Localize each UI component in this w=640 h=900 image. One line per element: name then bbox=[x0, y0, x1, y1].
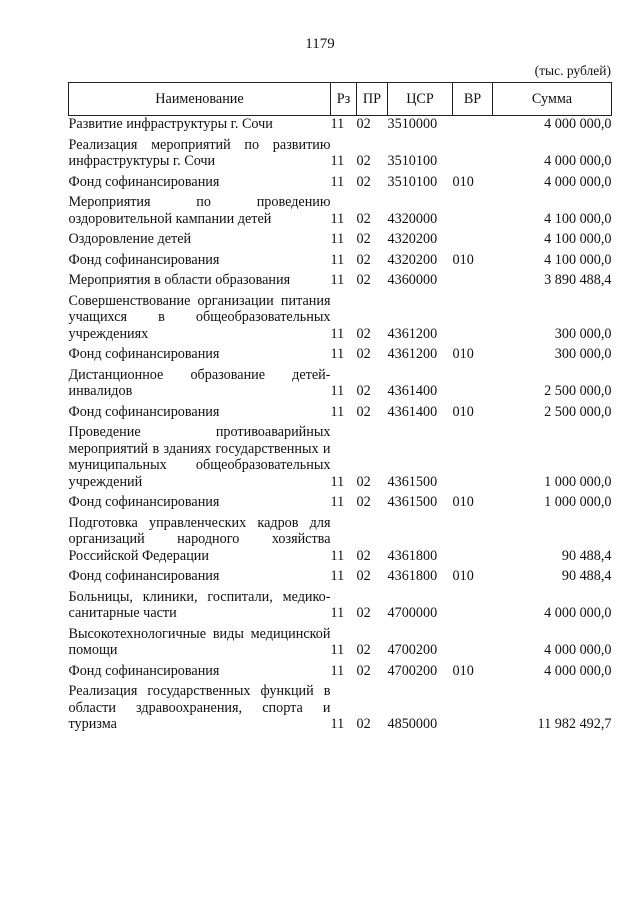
table-row bbox=[69, 683, 612, 737]
cell-rz: 11 bbox=[330, 116, 345, 132]
cell-vr: 010 bbox=[452, 173, 474, 190]
cell-rz: 11 bbox=[330, 231, 345, 247]
cell-csr: 4361200 bbox=[387, 346, 438, 362]
cell-vr: 010 bbox=[452, 494, 474, 510]
cell-name: Дистанционное образование детей-инвалидов bbox=[68, 366, 331, 399]
cell-sum: 11 982 492,7 bbox=[537, 716, 612, 732]
cell-csr: 3510000 bbox=[387, 116, 438, 132]
cell-vr bbox=[453, 367, 493, 404]
cell-sum: 4 000 000,0 bbox=[544, 605, 612, 621]
cell-name: Мероприятия в области образования bbox=[68, 272, 291, 288]
cell-csr: 4700200 bbox=[387, 662, 438, 679]
cell-sum: 300 000,0 bbox=[554, 346, 612, 362]
column-header-pr: ПР bbox=[357, 83, 388, 116]
cell-name: Мероприятия по проведению оздоровительной кампании детей bbox=[68, 194, 331, 227]
table-row bbox=[69, 494, 612, 515]
table-row bbox=[69, 346, 612, 367]
cell-sum: 1 000 000,0 bbox=[544, 494, 612, 510]
cell-rz: 11 bbox=[330, 662, 345, 679]
cell-pr: 02 bbox=[356, 383, 371, 399]
cell-pr: 02 bbox=[356, 473, 371, 490]
cell-sum: 4 100 000,0 bbox=[544, 251, 612, 268]
cell-sum: 1 000 000,0 bbox=[544, 473, 612, 490]
table-row bbox=[69, 626, 612, 663]
cell-pr: 02 bbox=[356, 231, 371, 247]
cell-rz: 11 bbox=[330, 716, 345, 732]
table-row bbox=[69, 272, 612, 293]
cell-csr: 3510100 bbox=[387, 173, 438, 190]
cell-vr bbox=[453, 424, 493, 494]
cell-vr bbox=[453, 683, 493, 737]
cell-name: Реализация государственных функций в области здравоохранения, спорта и туризма bbox=[68, 683, 331, 732]
column-header-csr: ЦСР bbox=[388, 83, 453, 116]
cell-vr bbox=[453, 589, 493, 626]
table-row bbox=[69, 137, 612, 174]
table-row bbox=[69, 231, 612, 252]
cell-vr: 010 bbox=[452, 251, 474, 268]
cell-vr: 010 bbox=[452, 346, 474, 362]
cell-rz: 11 bbox=[330, 210, 345, 227]
cell-name: Фонд софинансирования bbox=[68, 662, 220, 679]
units-label: (тыс. рублей) bbox=[534, 63, 611, 78]
cell-name: Фонд софинансирования bbox=[68, 568, 220, 584]
table-row bbox=[69, 194, 612, 231]
cell-rz: 11 bbox=[330, 403, 345, 420]
cell-vr bbox=[453, 116, 493, 137]
cell-rz: 11 bbox=[330, 272, 345, 288]
cell-pr: 02 bbox=[356, 403, 371, 420]
table-row bbox=[69, 663, 612, 684]
cell-vr bbox=[453, 194, 493, 231]
table-row bbox=[69, 293, 612, 347]
cell-sum: 4 000 000,0 bbox=[544, 116, 612, 132]
cell-csr: 4361800 bbox=[387, 568, 438, 584]
cell-sum: 4 000 000,0 bbox=[544, 662, 612, 679]
cell-csr: 3510100 bbox=[387, 153, 438, 169]
cell-rz: 11 bbox=[330, 547, 345, 564]
cell-csr: 4320000 bbox=[387, 210, 438, 227]
cell-pr: 02 bbox=[356, 346, 371, 362]
cell-csr: 4320200 bbox=[387, 251, 438, 268]
page-number: 1179 bbox=[305, 36, 335, 52]
cell-name: Подготовка управленческих кадров для организаций народного хозяйства Российской Федерации bbox=[68, 514, 331, 564]
cell-csr: 4361400 bbox=[387, 403, 438, 420]
cell-csr: 4700200 bbox=[387, 642, 438, 658]
cell-rz: 11 bbox=[330, 153, 345, 169]
cell-name: Фонд софинансирования bbox=[68, 173, 220, 190]
budget-table bbox=[68, 82, 612, 737]
cell-vr: 010 bbox=[452, 568, 474, 584]
cell-vr bbox=[453, 293, 493, 347]
cell-pr: 02 bbox=[356, 173, 371, 190]
cell-pr: 02 bbox=[356, 210, 371, 227]
column-header-rz: Рз bbox=[331, 83, 357, 116]
column-header-name: Наименование bbox=[69, 83, 331, 116]
cell-pr: 02 bbox=[356, 662, 371, 679]
cell-sum: 4 000 000,0 bbox=[544, 173, 612, 190]
table-row bbox=[69, 568, 612, 589]
cell-rz: 11 bbox=[330, 251, 345, 268]
cell-name: Развитие инфраструктуры г. Сочи bbox=[68, 116, 273, 132]
cell-rz: 11 bbox=[330, 494, 345, 510]
cell-name: Высокотехнологичные виды медицинской помощи bbox=[68, 625, 331, 658]
table-row bbox=[69, 589, 612, 626]
column-header-vr: ВР bbox=[453, 83, 493, 116]
cell-csr: 4320200 bbox=[387, 231, 438, 247]
cell-vr: 010 bbox=[452, 403, 474, 420]
cell-sum: 4 000 000,0 bbox=[544, 642, 612, 658]
cell-pr: 02 bbox=[356, 325, 371, 342]
cell-name: Оздоровление детей bbox=[68, 231, 192, 247]
cell-rz: 11 bbox=[330, 173, 345, 190]
cell-csr: 4360000 bbox=[387, 272, 438, 288]
cell-pr: 02 bbox=[356, 116, 371, 132]
cell-name: Совершенствование организации питания учащихся в общеобразовательных учреждениях bbox=[68, 292, 331, 342]
table-row bbox=[69, 174, 612, 195]
cell-name: Реализация мероприятий по развитию инфраструктуры г. Сочи bbox=[68, 136, 331, 169]
cell-csr: 4700000 bbox=[387, 605, 438, 621]
cell-csr: 4850000 bbox=[387, 716, 438, 732]
cell-name: Фонд софинансирования bbox=[68, 403, 220, 420]
table-row bbox=[69, 515, 612, 569]
cell-name: Фонд софинансирования bbox=[68, 494, 220, 510]
cell-rz: 11 bbox=[330, 605, 345, 621]
cell-sum: 2 500 000,0 bbox=[544, 403, 612, 420]
cell-sum: 2 500 000,0 bbox=[544, 383, 612, 399]
table-row bbox=[69, 116, 612, 137]
cell-pr: 02 bbox=[356, 568, 371, 584]
cell-csr: 4361500 bbox=[387, 494, 438, 510]
table-row bbox=[69, 424, 612, 494]
table-body bbox=[69, 116, 612, 737]
cell-rz: 11 bbox=[330, 346, 345, 362]
column-header-sum: Сумма bbox=[493, 83, 612, 116]
cell-sum: 4 100 000,0 bbox=[544, 210, 612, 227]
cell-rz: 11 bbox=[330, 568, 345, 584]
cell-csr: 4361400 bbox=[387, 383, 438, 399]
cell-sum: 4 000 000,0 bbox=[544, 153, 612, 169]
cell-vr: 010 bbox=[452, 662, 474, 679]
cell-vr bbox=[453, 231, 493, 252]
cell-pr: 02 bbox=[356, 251, 371, 268]
cell-pr: 02 bbox=[356, 494, 371, 510]
cell-rz: 11 bbox=[330, 325, 345, 342]
cell-sum: 3 890 488,4 bbox=[544, 272, 612, 288]
cell-name: Фонд софинансирования bbox=[68, 251, 220, 268]
cell-sum: 300 000,0 bbox=[554, 325, 612, 342]
cell-pr: 02 bbox=[356, 642, 371, 658]
table-header-row bbox=[69, 83, 612, 116]
cell-pr: 02 bbox=[356, 547, 371, 564]
cell-sum: 90 488,4 bbox=[561, 547, 612, 564]
cell-rz: 11 bbox=[330, 383, 345, 399]
cell-vr bbox=[453, 272, 493, 293]
cell-rz: 11 bbox=[330, 642, 345, 658]
cell-name: Проведение противоаварийных мероприятий в зданиях государственных и муниципальных общеобразовательных учреждений bbox=[68, 424, 331, 490]
table-row bbox=[69, 404, 612, 425]
cell-vr bbox=[453, 137, 493, 174]
table-row bbox=[69, 367, 612, 404]
cell-sum: 4 100 000,0 bbox=[544, 231, 612, 247]
cell-name: Фонд софинансирования bbox=[68, 346, 220, 362]
cell-vr bbox=[453, 515, 493, 569]
cell-sum: 90 488,4 bbox=[561, 568, 612, 584]
cell-pr: 02 bbox=[356, 272, 371, 288]
cell-vr bbox=[453, 626, 493, 663]
cell-rz: 11 bbox=[330, 473, 345, 490]
cell-pr: 02 bbox=[356, 153, 371, 169]
cell-csr: 4361800 bbox=[387, 547, 438, 564]
cell-pr: 02 bbox=[356, 716, 371, 732]
cell-name: Больницы, клиники, госпитали, медико-санитарные части bbox=[68, 588, 331, 621]
cell-pr: 02 bbox=[356, 605, 371, 621]
table-row bbox=[69, 252, 612, 273]
cell-csr: 4361200 bbox=[387, 325, 438, 342]
cell-csr: 4361500 bbox=[387, 473, 438, 490]
